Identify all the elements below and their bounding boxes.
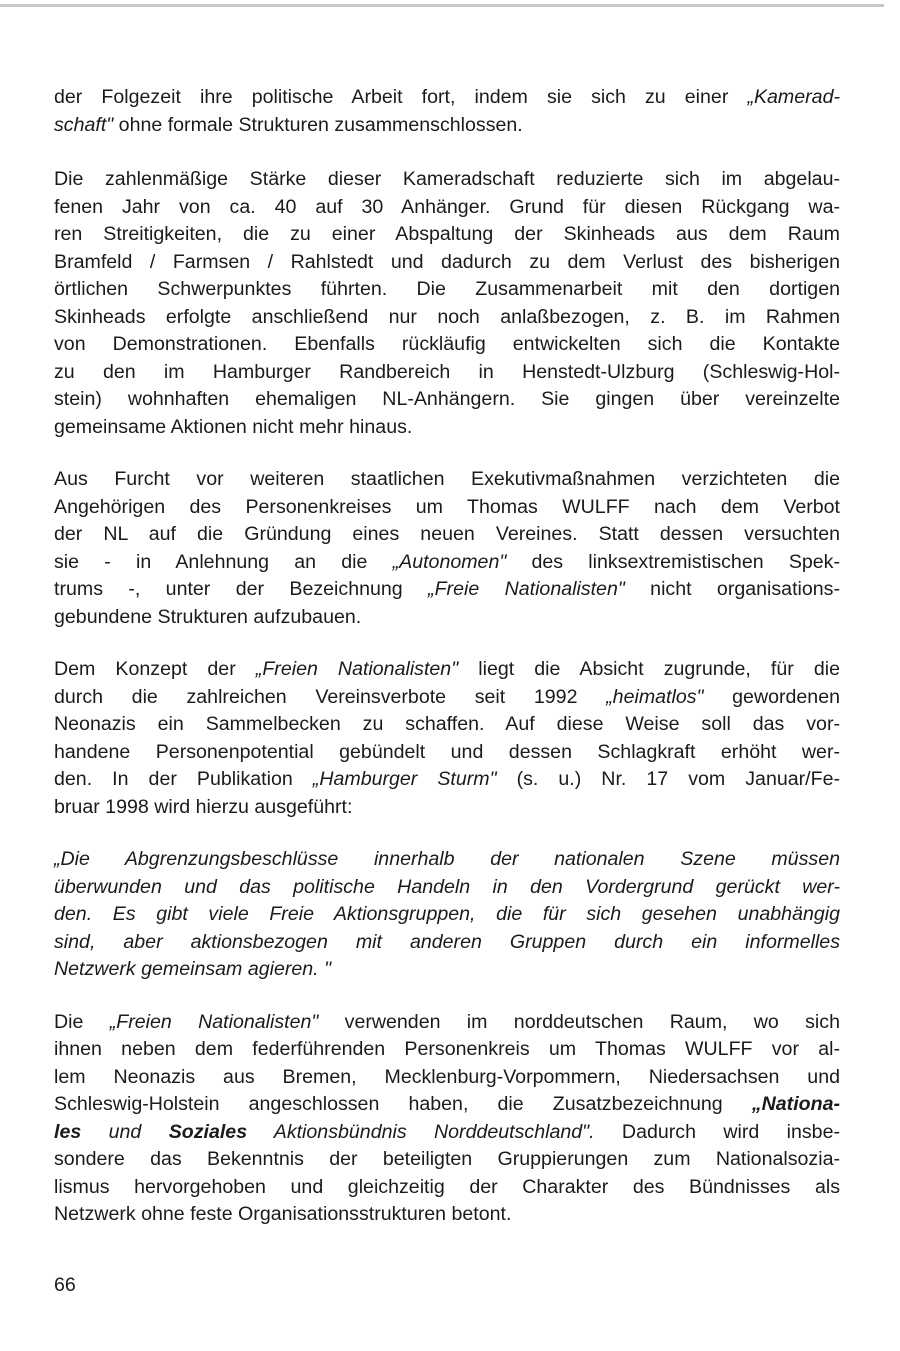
text-line: Aus Furcht vor weiteren staatlichen Exekutivmaßnahmen verzichteten die bbox=[54, 468, 840, 490]
text-line: „Die Abgrenzungsbeschlüsse innerhalb der nationalen Szene müssen bbox=[54, 848, 840, 870]
paragraph-concept bbox=[54, 656, 840, 821]
text-line bbox=[54, 112, 840, 140]
text-line bbox=[54, 1009, 840, 1037]
italic-term: „heimatlos" bbox=[606, 685, 704, 708]
italic-term: „Freien Nationalisten" bbox=[109, 1010, 319, 1033]
text-line: stein) wohnhaften ehemaligen NL-Anhängern. Sie gingen über vereinzelte bbox=[54, 388, 840, 410]
text-line: fenen Jahr von ca. 40 auf 30 Anhänger. Grund für diesen Rückgang wa- bbox=[54, 195, 840, 218]
text-run: gewordenen bbox=[703, 685, 840, 708]
text-line: handene Personenpotential gebündelt und dessen Schlagkraft erhöht wer- bbox=[54, 740, 840, 763]
italic-term: „Hamburger Sturm" bbox=[312, 768, 497, 790]
text-line: sondere das Bekenntnis der beteiligten Gruppierungen zum Nationalsozia- bbox=[54, 1148, 840, 1170]
italic-term: „Freien Nationalisten" bbox=[255, 658, 459, 680]
italic-term: „Kamerad- bbox=[747, 86, 840, 108]
text-line: sind, aber aktionsbezogen mit anderen Gruppen durch ein informelles bbox=[54, 930, 840, 953]
text-line bbox=[54, 656, 840, 684]
text-line: von Demonstrationen. Ebenfalls rückläufig entwickelten sich die Kontakte bbox=[54, 333, 840, 355]
text-line: ren Streitigkeiten, die zu einer Abspaltung der Skinheads aus dem Raum bbox=[54, 223, 840, 245]
page-number: 66 bbox=[54, 1274, 76, 1296]
text-run: Schleswig-Holstein angeschlossen haben, die Zusatzbezeichnung bbox=[54, 1093, 752, 1115]
text-run: Die bbox=[54, 1010, 110, 1033]
text-line: lem Neonazis aus Bremen, Mecklenburg-Vorpommern, Niedersachsen und bbox=[54, 1065, 840, 1088]
italic-term: Aktionsbündnis Norddeutschland". bbox=[247, 1120, 595, 1143]
text-line: gemeinsame Aktionen nicht mehr hinaus. bbox=[54, 415, 413, 438]
text-line: Netzwerk ohne feste Organisationsstrukturen betont. bbox=[54, 1203, 512, 1225]
text-line: den. Es gibt viele Freie Aktionsgruppen, die für sich gesehen unabhängig bbox=[54, 903, 840, 925]
text-line bbox=[54, 766, 840, 794]
text-line: lismus hervorgehoben und gleichzeitig der Charakter des Bündnisses als bbox=[54, 1175, 840, 1198]
text-run: Dadurch wird insbe- bbox=[594, 1120, 840, 1143]
text-line: überwunden und das politische Handeln in den Vordergrund gerückt wer- bbox=[54, 875, 840, 898]
text-run: verwenden im norddeutschen Raum, wo sich bbox=[318, 1010, 840, 1033]
text-line: örtlichen Schwerpunktes führten. Die Zusammenarbeit mit den dortigen bbox=[54, 278, 840, 300]
text-run: des linksextremistischen Spek- bbox=[506, 550, 841, 573]
italic-term: und bbox=[81, 1120, 169, 1143]
paragraph-membership-decline bbox=[54, 166, 840, 441]
text-line: Skinheads erfolgte anschließend nur noch anlaßbezogen, z. B. im Rahmen bbox=[54, 305, 840, 328]
text-line bbox=[54, 684, 840, 712]
paragraph-kameradschaft-continuation bbox=[54, 84, 840, 139]
text-run: sie - in Anlehnung an die bbox=[54, 550, 393, 573]
text-line: gebundene Strukturen aufzubauen. bbox=[54, 605, 362, 628]
bold-italic-term: Soziales bbox=[168, 1120, 248, 1143]
text-line bbox=[54, 1091, 840, 1119]
text-run: durch die zahlreichen Vereinsverbote seit 1992 bbox=[54, 685, 607, 708]
text-run: trums -, unter der Bezeichnung bbox=[54, 578, 429, 600]
text-line: Bramfeld / Farmsen / Rahlstedt und dadurch zu dem Verlust des bisherigen bbox=[54, 250, 840, 273]
text-run: ohne formale Strukturen zusammenschlossen. bbox=[113, 113, 523, 136]
text-line: bruar 1998 wird hierzu ausgeführt: bbox=[54, 795, 353, 818]
text-run: (s. u.) Nr. 17 vom Januar/Fe- bbox=[496, 768, 841, 790]
text-run: Dem Konzept der bbox=[54, 658, 256, 680]
text-line bbox=[54, 84, 840, 112]
text-run: der Folgezeit ihre politische Arbeit fort, indem sie sich zu einer bbox=[54, 86, 748, 108]
text-run: nicht organisations- bbox=[624, 578, 840, 600]
text-line: Die zahlenmäßige Stärke dieser Kameradschaft reduzierte sich im abgelau- bbox=[54, 168, 840, 190]
text-line: zu den im Hamburger Randbereich in Henstedt-Ulzburg (Schleswig-Hol- bbox=[54, 360, 840, 383]
bold-italic-term: „Nationa- bbox=[751, 1093, 840, 1115]
text-line bbox=[54, 1119, 840, 1147]
paragraph-freie-nationalisten-origin bbox=[54, 466, 840, 631]
text-line: Neonazis ein Sammelbecken zu schaffen. Auf diese Weise soll das vor- bbox=[54, 713, 840, 735]
text-line: Angehörigen des Personenkreises um Thomas WULFF nach dem Verbot bbox=[54, 495, 840, 518]
text-line: der NL auf die Gründung eines neuen Vereines. Statt dessen versuchten bbox=[54, 523, 840, 545]
paragraph-aktionsbuendnis bbox=[54, 1009, 840, 1229]
text-line bbox=[54, 576, 840, 604]
quotation-hamburger-sturm bbox=[54, 846, 840, 984]
italic-term: „Freie Nationalisten" bbox=[428, 578, 625, 600]
italic-term: schaft" bbox=[54, 113, 114, 136]
text-run: liegt die Absicht zugrunde, für die bbox=[458, 658, 841, 680]
document-page-body bbox=[54, 84, 840, 1229]
top-edge-rule bbox=[0, 4, 884, 7]
text-line: Netzwerk gemeinsam agieren. " bbox=[54, 958, 332, 980]
text-line: ihnen neben dem federführenden Personenkreis um Thomas WULFF vor al- bbox=[54, 1038, 840, 1060]
text-run: den. In der Publikation bbox=[54, 768, 313, 790]
text-line bbox=[54, 549, 840, 577]
bold-italic-term: les bbox=[54, 1120, 82, 1143]
italic-term: „Autonomen" bbox=[392, 550, 507, 573]
